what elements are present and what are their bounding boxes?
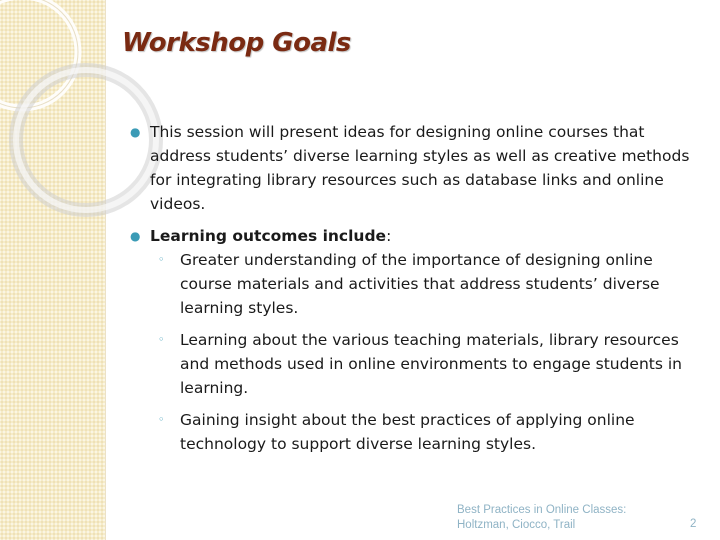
bullet-text: This session will present ideas for designing online courses that address students’ diverse learning styles as well as creative methods for integrating library resources such as database links and online videos.	[150, 123, 690, 213]
sub-bullet-item	[150, 328, 708, 400]
footer-line-2: Holtzman, Ciocco, Trail	[457, 519, 576, 531]
slide-body	[130, 120, 708, 464]
bullet-lead-colon: :	[386, 227, 392, 245]
bullet-icon: ●	[130, 229, 141, 243]
bullet-list	[130, 120, 708, 456]
sub-bullet-text: Learning about the various teaching materials, library resources and methods used in online environments to engage students in learning.	[180, 331, 683, 397]
bullet-item-session	[130, 120, 708, 216]
bullet-icon: ●	[130, 125, 141, 139]
sub-bullet-item	[150, 248, 708, 320]
sub-bullet-list	[150, 248, 708, 456]
bullet-item-outcomes	[130, 224, 708, 456]
sub-bullet-text: Greater understanding of the importance of designing online course materials and activities that address students’ diverse learning styles.	[180, 251, 660, 317]
sub-bullet-text: Gaining insight about the best practices of applying online technology to support diverse learning styles.	[180, 411, 635, 453]
slide-footer	[457, 503, 626, 533]
footer-line-1: Best Practices in Online Classes:	[457, 504, 627, 516]
slide-title: Workshop Goals	[122, 28, 351, 58]
bullet-lead-text: Learning outcomes include	[150, 227, 387, 245]
sub-bullet-item	[150, 408, 708, 456]
ring-bullet-icon: ◦	[158, 333, 165, 346]
page-number: 2	[690, 518, 697, 530]
ring-bullet-icon: ◦	[158, 413, 165, 426]
ring-bullet-icon: ◦	[158, 253, 165, 266]
